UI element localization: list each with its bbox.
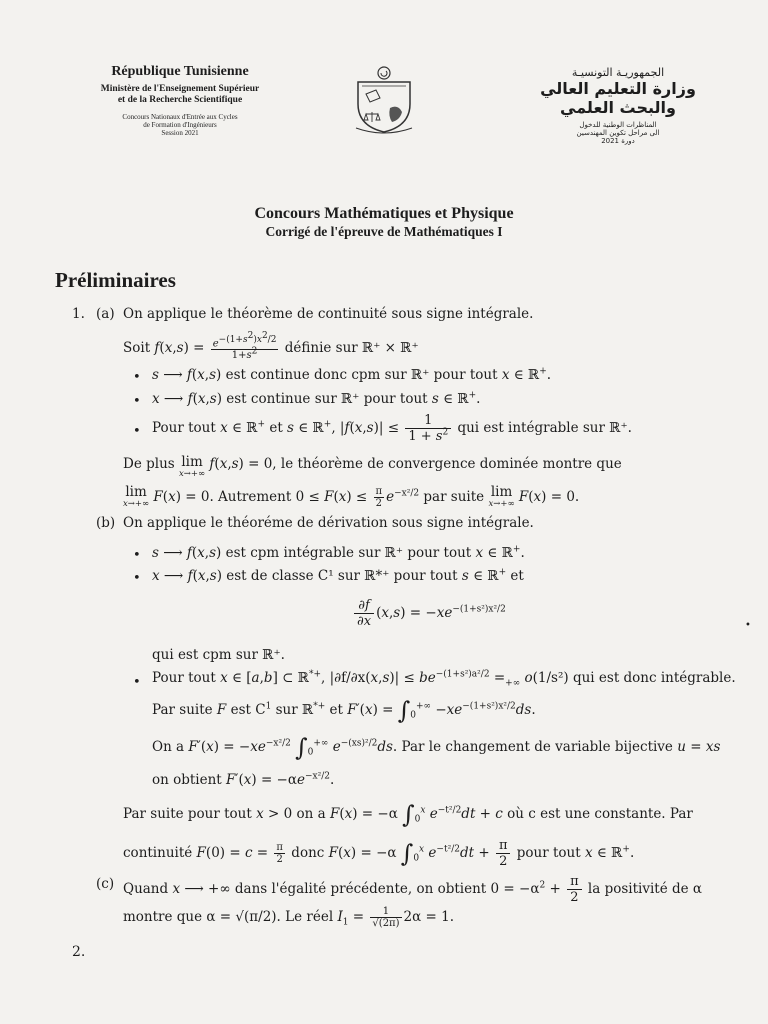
bullet-2: x ⟶ f(x,s) est continue sur ℝ⁺ pour tout s ∈ ℝ+. <box>152 390 481 407</box>
subitem-a-text: On applique le théorème de continuité sous signe intégrale. <box>123 306 534 322</box>
soit-word: Soit <box>123 340 151 357</box>
on-obtient-word: on obtient <box>152 772 222 788</box>
soit-line: Soit f(x,s) = $\frac{e^{-(1+s^2)x^2/2}}{1+s^2}$ définie sur ℝ⁺ × ℝ⁺ <box>123 331 419 362</box>
concours-line-1: Concours Nationaux d'Entrée aux Cycles <box>122 113 238 121</box>
scan-speck: • <box>745 620 751 631</box>
continuite-line: continuité F(0) = c = $\frac{\pi}{2}$ donc F(x) = −α $\int_0^x$ $e^{-t^2/2}dt$ + $\frac{\pi}{2}$ pour tout x ∈ ℝ+. <box>123 838 635 869</box>
qui-cpm: qui est cpm sur ℝ⁺. <box>152 647 285 663</box>
bullet-3-text-b: qui est intégrable sur ℝ⁺. <box>457 420 632 436</box>
par-suite-F: Par suite <box>152 702 213 718</box>
bullet-3-text-a: Pour tout <box>152 420 216 436</box>
bullet-b3-text-a: Pour tout <box>152 670 216 686</box>
le-reel-word: Le réel <box>285 909 334 925</box>
item-number: 1. <box>72 306 85 322</box>
limit-line: lim x→+∞ F(x) = 0. Autrement 0 ≤ F(x) ≤ $\frac{\pi}{2}$ $e^{-x^2/2}$ par suite lim x→+∞ F(x) = 0. <box>123 484 580 509</box>
bullet-b2-text: est de classe C¹ sur ℝ*⁺ pour tout <box>226 568 458 584</box>
pour-tout-word: pour tout <box>516 845 581 861</box>
deplus-word: De plus <box>123 456 175 472</box>
subitem-a-label: (a) <box>96 306 115 322</box>
country-name: République Tunisienne <box>111 64 249 79</box>
header-right-arabic <box>518 66 718 145</box>
section-heading: Préliminaires <box>55 268 176 292</box>
document-title <box>0 205 768 240</box>
subitem-b-text: On applique le théoréme de dérivation sous signe intégrale. <box>123 515 534 531</box>
par-suite-F-line: Par suite F est $C^1$ sur ℝ*+ et $F'(x) = \int_0^{+\infty} -xe^{-(1+s^2)x^2/2}ds$. <box>152 696 536 725</box>
bullet-b1-text: est cpm intégrable sur ℝ⁺ pour tout <box>225 545 472 561</box>
autrement-word: Autrement <box>218 489 292 505</box>
montre-que-word: montre que <box>123 909 203 925</box>
bullet-icon: • <box>133 394 141 409</box>
bullet-icon: • <box>133 571 141 586</box>
quand-line: Quand x ⟶ +∞ dans l'égalité précédente, on obtient $0 = -\alpha^2$ + $\frac{\pi}{2}$ la positivité de α <box>123 874 703 905</box>
item-2-number: 2. <box>72 944 86 960</box>
concours-ar-1: المناظرات الوطنية للدخول <box>579 121 657 129</box>
title-line-2: Corrigé de l'épreuve de Mathématiques I <box>265 224 503 239</box>
continuite-word: continuité <box>123 845 193 861</box>
bullet-b3: Pour tout x ∈ [a,b] ⊂ ℝ*+, $|\partial f/\partial x(x,s)| \le be^{-(1+s^2)a^2/2} =_{+\infty}$ o(1/s²) qui est donc intégrable. <box>152 669 736 689</box>
session: Session 2021 <box>161 129 199 137</box>
subitem-c-label: (c) <box>96 876 115 892</box>
ministry-ar-1: وزارة التعليم العالي <box>540 79 696 98</box>
bullet-1-text: est continue donc cpm sur ℝ⁺ pour tout <box>225 367 498 383</box>
ou-c-text: où c est une constante. Par <box>507 806 693 822</box>
soit-def: définie sur ℝ⁺ × ℝ⁺ <box>284 340 419 357</box>
donc-word: donc <box>291 845 325 861</box>
ministry-line-1: Ministère de l'Enseignement Supérieur <box>100 84 260 94</box>
on-obtient-line: on obtient $F'(x) = -\alpha e^{-x^2/2}$. <box>152 771 335 788</box>
country-name-ar: الجمهوريـة التونسيـة <box>571 66 665 79</box>
par-suite-x-line: Par suite pour tout x > 0 on a F(x) = −α $\int_0^x$ $e^{-t^2/2}dt + c$ où c est une constante. Par <box>123 800 693 829</box>
bullet-icon: • <box>133 370 141 385</box>
changement-text: Par le changement de variable bijective <box>401 739 673 755</box>
concours-ar-2: الى مراحل تكوين المهندسين <box>576 129 660 137</box>
on-a-line: On a $F'(x) = -xe^{-x^2/2}$ $\int_0^{+\infty}$ $e^{-(xs)^2/2}ds$. Par le changement de variable bijective u = xs <box>152 733 721 762</box>
coat-of-arms-icon <box>352 64 416 134</box>
bullet-3: Pour tout x ∈ ℝ+ et s ∈ ℝ+, |f(x,s)| ≤ $\frac{1}{1 + s^2}$ qui est intégrable sur ℝ⁺. <box>152 413 632 444</box>
header-left <box>55 64 305 137</box>
deplus-line: De plus lim x→+∞ f(x,s) = 0, le théorème de convergence dominée montre que <box>123 454 622 479</box>
bullet-icon: • <box>133 675 141 690</box>
par-suite-word: par suite <box>423 489 485 505</box>
par-suite-x: Par suite pour tout <box>123 806 252 822</box>
bullet-2-text: est continue sur ℝ⁺ pour tout <box>226 391 428 407</box>
montre-line: montre que α = √(π/2). Le réel $I_1$ = $\frac{1}{√(2\pi)}$ 2α = 1. <box>123 906 455 929</box>
bullet-b3-text-b: qui est donc intégrable. <box>572 670 736 686</box>
deplus-text: le théorème de convergence dominée montre que <box>280 456 622 472</box>
ministry-ar-2: والبحث العلمي <box>560 98 676 117</box>
bullet-b2: x ⟶ f(x,s) est de classe C¹ sur ℝ*⁺ pour tout s ∈ ℝ+ et <box>152 567 524 584</box>
ministry-line-2: et de la Recherche Scientifique <box>117 95 243 105</box>
quand-word: Quand <box>123 881 169 897</box>
bullet-icon: • <box>133 548 141 563</box>
on-a-word: On a <box>152 739 185 755</box>
concours-line-2: de Formation d'Ingénieurs <box>143 121 217 129</box>
bullet-icon: • <box>133 424 141 439</box>
title-line-1: Concours Mathématiques et Physique <box>254 205 514 222</box>
dans-egalite-text: dans l'égalité précédente, on obtient <box>234 881 487 897</box>
positivite-text: la positivité de <box>587 881 689 897</box>
subitem-b-label: (b) <box>96 515 116 531</box>
derivative-formula: $\frac{\partial f}{\partial x}$ $(x,s) = -xe^{-(1+s^2)x^2/2}$ <box>352 598 506 629</box>
session-ar: دورة 2021 <box>601 137 635 145</box>
bullet-b1: s ⟶ f(x,s) est cpm intégrable sur ℝ⁺ pour tout x ∈ ℝ+. <box>152 544 525 561</box>
bullet-1: s ⟶ f(x,s) est continue donc cpm sur ℝ⁺ pour tout x ∈ ℝ+. <box>152 366 552 383</box>
